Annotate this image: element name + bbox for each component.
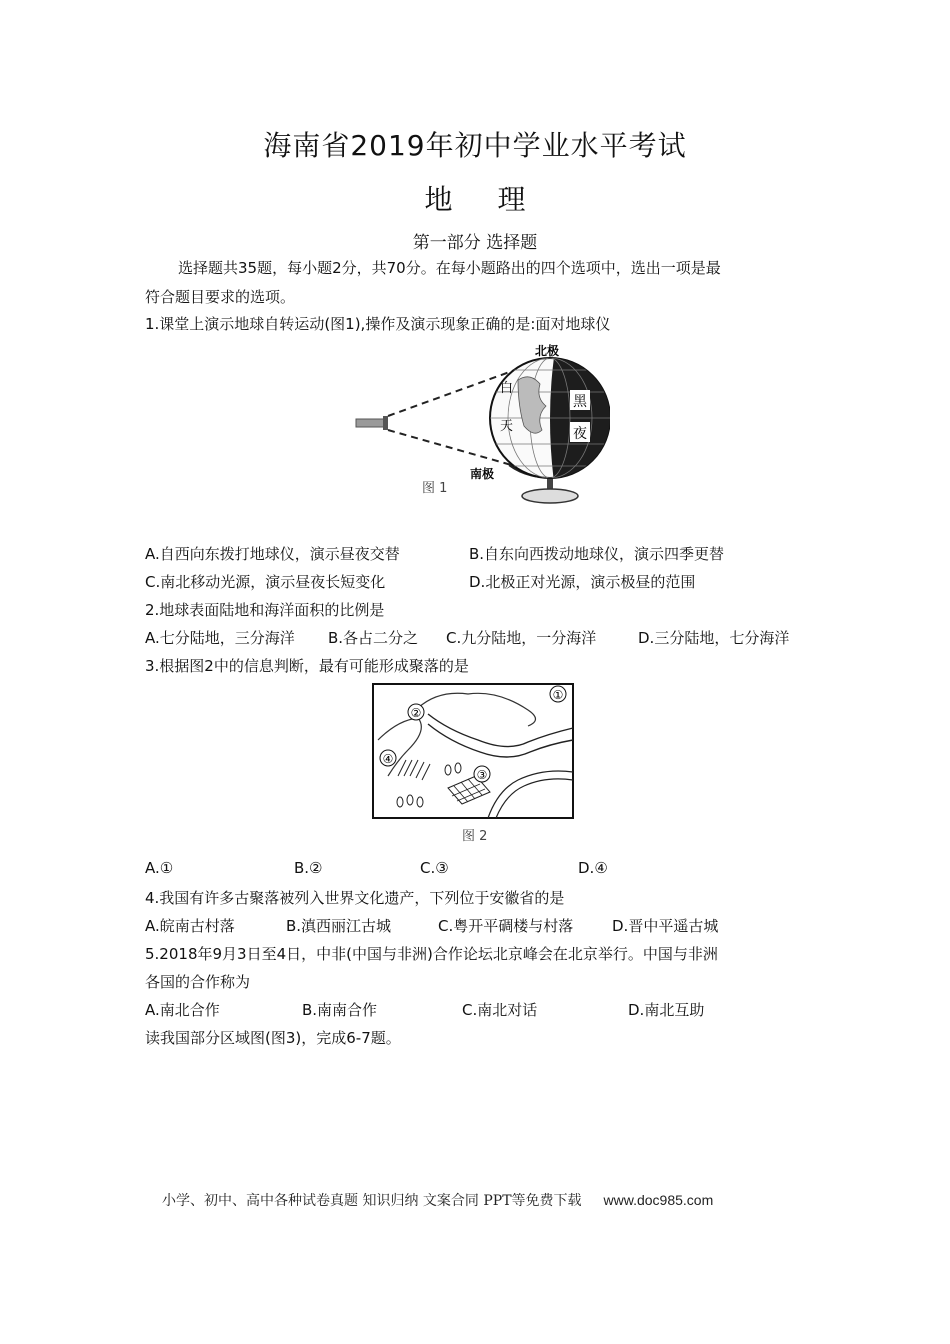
question-4-stem: 4.我国有许多古聚落被列入世界文化遗产，下列位于安徽省的是	[145, 889, 565, 907]
question-5-stem-line-2: 各国的合作称为	[145, 973, 251, 991]
q2-option-c[interactable]: C.九分陆地，一分海洋	[446, 629, 597, 647]
q1-option-b[interactable]: B.自东向西拨动地球仪，演示四季更替	[469, 545, 725, 563]
q3-option-d[interactable]: D.④	[578, 859, 608, 877]
q3-option-c[interactable]: C.③	[420, 859, 449, 877]
globe-night-label-1: 黑	[573, 394, 587, 410]
page-title: 海南省2019年初中学业水平考试	[263, 129, 687, 162]
question-5-stem-line-1: 5.2018年9月3日至4日，中非(中国与非洲)合作论坛北京峰会在北京举行。中国与非洲	[145, 945, 718, 963]
q4-option-d[interactable]: D.晋中平遥古城	[612, 917, 719, 935]
section-title: 第一部分 选择题	[412, 233, 538, 253]
flashlight-icon	[356, 419, 384, 427]
north-pole-label: 北极	[535, 344, 560, 358]
subject-title: 地 理	[424, 183, 544, 216]
q4-option-a[interactable]: A.皖南古村落	[145, 917, 235, 935]
figure-2-map	[368, 680, 578, 848]
q2-option-b[interactable]: B.各占二分之	[328, 629, 419, 647]
south-pole-label: 南极	[470, 467, 495, 481]
globe-day-label-2: 天	[500, 419, 514, 434]
map-marker-2: ②	[410, 706, 422, 720]
questions-6-7-intro: 读我国部分区域图(图3)，完成6-7题。	[145, 1029, 401, 1047]
instructions-line-2: 符合题目要求的选项。	[145, 288, 296, 306]
figure-1-globe	[350, 340, 610, 512]
footer-text: 小学、初中、高中各种试卷真题 知识归纳 文案合同 PPT等免费下载	[162, 1193, 582, 1209]
q2-option-a[interactable]: A.七分陆地，三分海洋	[145, 629, 295, 647]
q5-option-a[interactable]: A.南北合作	[145, 1001, 220, 1019]
q5-option-c[interactable]: C.南北对话	[462, 1001, 538, 1019]
q5-option-b[interactable]: B.南南合作	[302, 1001, 378, 1019]
q4-option-b[interactable]: B.滇西丽江古城	[286, 917, 392, 935]
question-3-stem: 3.根据图2中的信息判断，最有可能形成聚落的是	[145, 657, 469, 675]
q1-option-d[interactable]: D.北极正对光源，演示极昼的范围	[469, 573, 696, 591]
globe-night-label-2: 夜	[573, 426, 587, 442]
q5-option-d[interactable]: D.南北互助	[628, 1001, 705, 1019]
q3-option-a[interactable]: A.①	[145, 859, 174, 877]
q1-option-a[interactable]: A.自西向东拨打地球仪，演示昼夜交替	[145, 545, 400, 563]
q4-option-c[interactable]: C.粤开平碉楼与村落	[438, 917, 574, 935]
figure-1-caption: 图 1	[422, 481, 448, 496]
footer-url[interactable]: www.doc985.com	[603, 1192, 714, 1208]
question-2-stem: 2.地球表面陆地和海洋面积的比例是	[145, 601, 385, 619]
instructions-line-1: 选择题共35题，每小题2分，共70分。在每小题路出的四个选项中，选出一项是最	[178, 259, 721, 277]
q1-option-c[interactable]: C.南北移动光源，演示昼夜长短变化	[145, 573, 386, 591]
q2-option-d[interactable]: D.三分陆地，七分海洋	[638, 629, 790, 647]
globe-day-label-1: 白	[500, 381, 514, 396]
q3-option-b[interactable]: B.②	[294, 859, 323, 877]
figure-2-caption: 图 2	[462, 829, 488, 844]
map-marker-3: ③	[476, 768, 488, 782]
page-footer	[162, 1190, 713, 1210]
map-marker-1: ①	[552, 688, 564, 702]
question-1-stem: 1.课堂上演示地球自转运动(图1),操作及演示现象正确的是:面对地球仪	[145, 315, 611, 333]
map-marker-4: ④	[382, 752, 394, 766]
